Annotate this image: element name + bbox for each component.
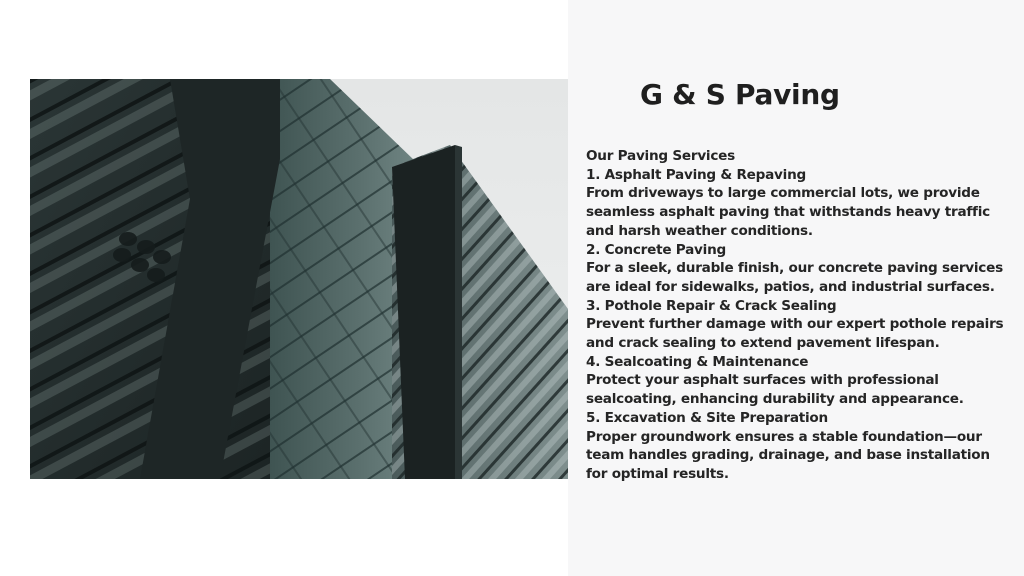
services-text: [586, 147, 1011, 484]
service-title: 1. Asphalt Paving & Repaving: [586, 166, 806, 183]
service-title: 3. Pothole Repair & Crack Sealing: [586, 297, 837, 314]
service-description: Prevent further damage with our expert pothole repairs and crack sealing to extend pavement lifespan.: [586, 316, 1004, 352]
service-description: Protect your asphalt surfaces with professional sealcoating, enhancing durability and appearance.: [586, 372, 964, 408]
service-description: From driveways to large commercial lots, we provide seamless asphalt paving that withstands heavy traffic and harsh weather conditions.: [586, 185, 990, 239]
slide-title: G & S Paving: [640, 78, 840, 111]
service-title: 2. Concrete Paving: [586, 241, 726, 258]
service-title: 4. Sealcoating & Maintenance: [586, 353, 809, 370]
building-photo: [30, 79, 568, 479]
service-title: 5. Excavation & Site Preparation: [586, 409, 828, 426]
services-heading: Our Paving Services: [586, 148, 735, 164]
service-description: For a sleek, durable finish, our concrete paving services are ideal for sidewalks, patios, and industrial surfaces.: [586, 260, 1003, 295]
service-description: Proper groundwork ensures a stable foundation—our team handles grading, drainage, and base installation for optimal results.: [586, 428, 990, 482]
